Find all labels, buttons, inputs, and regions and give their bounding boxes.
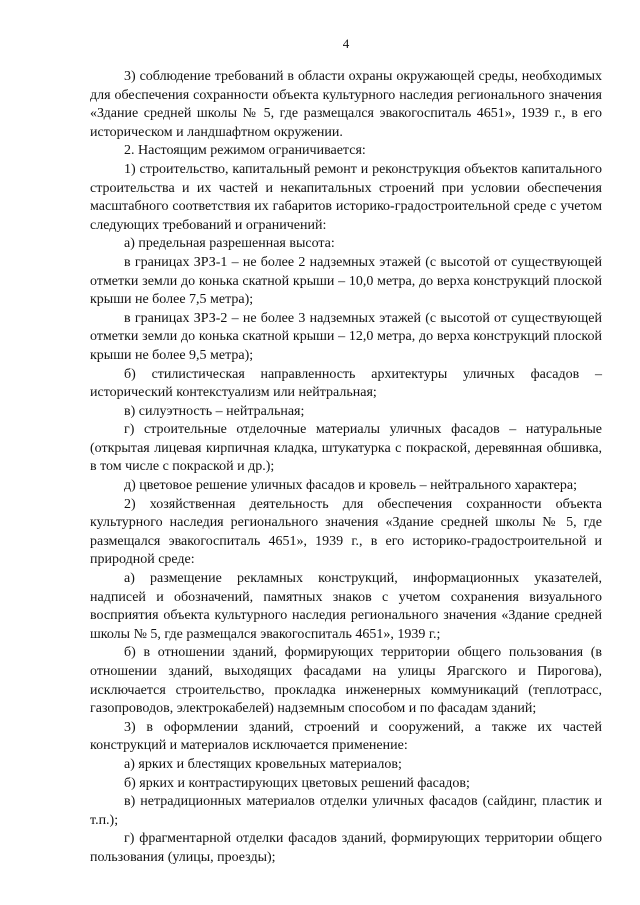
- paragraph: б) в отношении зданий, формирующих территории общего пользования (в отношении зданий, выходящих фасадами на улицы Ярагского и Пирогова), исключается строительство, прокладка инженерных коммуникаций (теплотрасс, газопроводов, электрокабелей) надземным способом и по фасадам зданий;: [90, 645, 602, 717]
- paragraph: 3) соблюдение требований в области охраны окружающей среды, необходимых для обеспечения сохранности объекта культурного наследия регионального значения «Здание средней школы № 5, где размещался эвакогоспиталь 4651», 1939 г., в его историческом и ландшафтном окружении.: [90, 69, 602, 140]
- paragraph: б) стилистическая направленность архитектуры уличных фасадов – исторический контекстуализм или нейтральная;: [90, 366, 602, 401]
- paragraph: б) ярких и контрастирующих цветовых решений фасадов;: [124, 775, 470, 791]
- paragraph: в) нетрадиционных материалов отделки уличных фасадов (сайдинг, пластик и т.п.);: [90, 794, 602, 828]
- paragraph: 1) строительство, капитальный ремонт и реконструкция объектов капитального строительства и их частей и некапитальных строений при условии обеспечения масштабного соответствия их габаритов историко-градостроительной среде с учетом следующих требований и ограничений:: [90, 161, 602, 233]
- paragraph: в границах ЗРЗ-1 – не более 2 надземных этажей (с высотой от существующей отметки земли до конька скатной крыши – 10,0 метра, до верха конструкций плоской крыши не более 7,5 метра);: [90, 254, 602, 308]
- paragraph: а) предельная разрешенная высота:: [124, 236, 335, 252]
- paragraph: г) фрагментарной отделки фасадов зданий, формирующих территории общего пользования (улицы, проезды);: [90, 831, 602, 865]
- paragraph: а) размещение рекламных конструкций, информационных указателей, надписей и обозначений, памятных знаков с учетом сохранения визуального восприятия объекта культурного наследия регионального значения «Здание средней школы № 5, где размещался эвакогоспиталь 4651», 1939 г.;: [90, 571, 602, 642]
- page-number: 4: [342, 36, 350, 51]
- paragraph: г) строительные отделочные материалы уличных фасадов – натуральные (открытая лицевая кирпичная кладка, штукатурка с покраской, деревянная обшивка, в том числе с покраской и др.);: [90, 422, 602, 475]
- paragraph: в) силуэтность – нейтральная;: [124, 403, 305, 419]
- paragraph: в границах ЗРЗ-2 – не более 3 надземных этажей (с высотой от существующей отметки земли до конька скатной крыши – 12,0 метра, до верха конструкций плоской крыши не более 9,5 метра);: [90, 310, 602, 363]
- paragraph: 2) хозяйственная деятельность для обеспечения сохранности объекта культурного наследия регионального значения «Здание средней школы № 5, где размещался эвакогоспиталь 4651», 1939 г., в его историко-градостроительной и природной среде:: [90, 496, 602, 568]
- paragraph: а) ярких и блестящих кровельных материалов;: [124, 756, 402, 772]
- paragraph: 3) в оформлении зданий, строений и сооружений, а также их частей конструкций и материалов исключается применение:: [90, 719, 602, 754]
- paragraph: д) цветовое решение уличных фасадов и кровель – нейтрального характера;: [124, 478, 577, 494]
- paragraph: 2. Настоящим режимом ограничивается:: [124, 143, 366, 159]
